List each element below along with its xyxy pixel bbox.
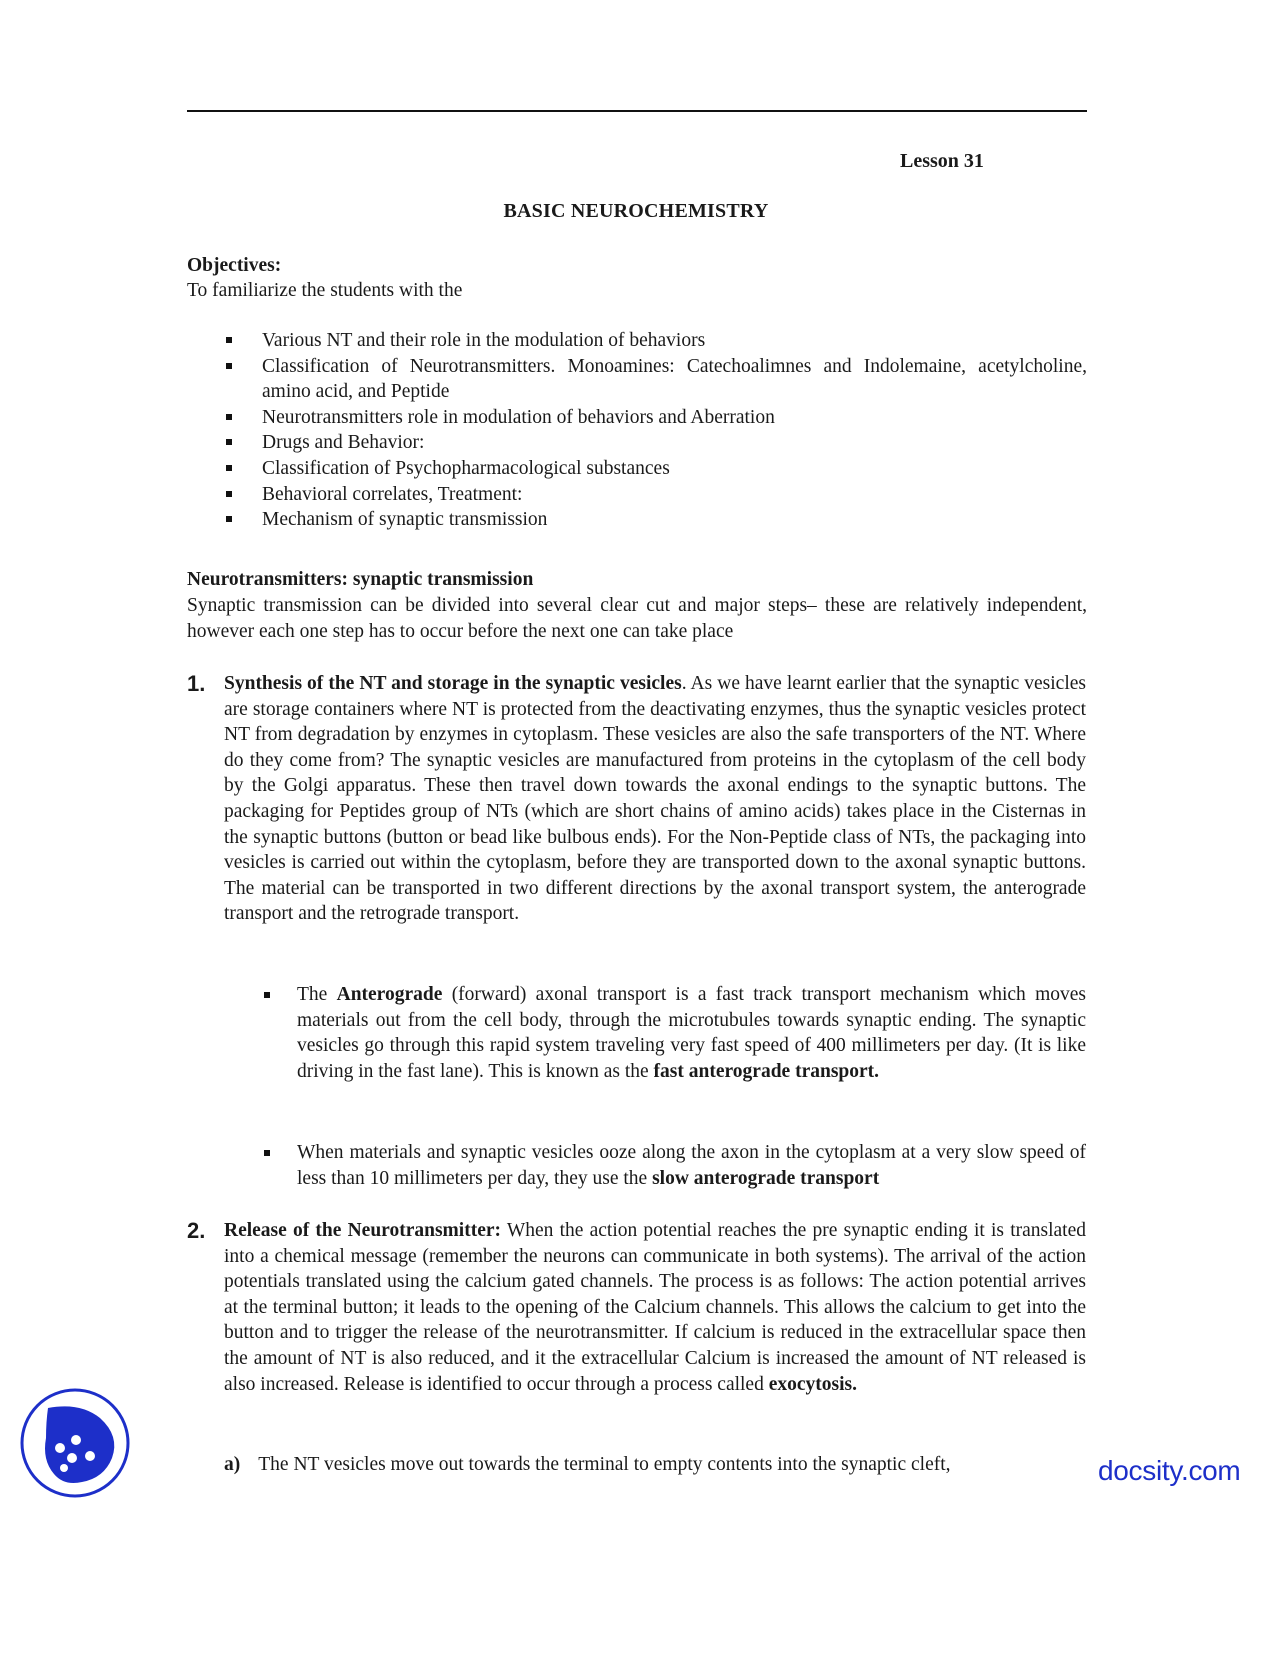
header-rule <box>187 110 1087 112</box>
bullet-icon <box>226 414 232 420</box>
step1-body: . As we have learnt earlier that the synaptic vesicles are storage containers where NT is protected from the deactivating enzymes, thus the synaptic vesicles protect NT from degradation by enzymes in cytoplasm. These vesicles are also the safe transporters of the NT. Where do they come from? The synaptic vesicles are manufactured from proteins in the cytoplasm of the cell body by the Golgi apparatus. These then travel down towards the axonal endings to the synaptic buttons. The packaging for Peptides group of NTs (which are short chains of amino acids) takes place in the Cisternas in the synaptic buttons (button or bead like bulbous ends). For the Non-Peptide class of NTs, the packaging into vesicles is carried out within the cytoplasm, before they are transported down to the axonal synaptic buttons. The material can be transported in two different directions by the axonal transport system, the anterograde transport and the retrograde transport. <box>224 673 1086 925</box>
bullet-icon <box>226 439 232 445</box>
list-item: Behavioral correlates, Treatment: <box>226 482 1087 508</box>
step2-sub-a: a) The NT vesicles move out towards the terminal to empty contents into the synaptic cleft, <box>224 1454 951 1475</box>
list-item: Drugs and Behavior: <box>226 430 1087 456</box>
bullet-icon <box>226 491 232 497</box>
step-number: 2. <box>187 1218 206 1243</box>
step1-bullet-slow: When materials and synaptic vesicles ooze along the axon in the cytoplasm at a very slow speed of less than 10 millimeters per day, they use the slow anterograde transport <box>264 1140 1086 1191</box>
list-item: Mechanism of synaptic transmission <box>226 507 1087 533</box>
list-item: Various NT and their role in the modulation of behaviors <box>226 328 1087 354</box>
bullet-icon <box>226 465 232 471</box>
lesson-number: Lesson 31 <box>900 150 984 172</box>
bullet-icon <box>264 992 270 998</box>
step1-title: Synthesis of the NT and storage in the synaptic vesicles <box>224 673 682 694</box>
step2-paragraph: Release of the Neurotransmitter: When the action potential reaches the pre synaptic ending it is translated into a chemical message (remember the neurons can communicate in both systems). The arrival of the action potentials translated using the calcium gated channels. The process is as follows: The action potential arrives at the terminal button; it leads to the opening of the Calcium channels. This allows the calcium to get into the button and to trigger the release of the neurotransmitter. If calcium is reduced in the extracellular space then the amount of NT is also reduced, and it the extracellular Calcium is increased the amount of NT released is also increased. Release is identified to occur through a process called exocytosis. <box>224 1220 1086 1395</box>
bullet-icon <box>264 1150 270 1156</box>
objectives-intro: To familiarize the students with the <box>187 280 463 301</box>
step-number: 1. <box>187 671 206 696</box>
brand-link[interactable]: docsity.com <box>1098 1455 1241 1486</box>
step2-title: Release of the Neurotransmitter: <box>224 1220 502 1241</box>
list-item: Neurotransmitters role in modulation of behaviors and Aberration <box>226 405 1087 431</box>
bullet-icon <box>226 337 232 343</box>
step2-body: When the action potential reaches the pre synaptic ending it is translated into a chemical message (remember the neurons can communicate in both systems). The arrival of the action potentials translated using the calcium gated channels. The process is as follows: The action potential arrives at the terminal button; it leads to the opening of the Calcium channels. This allows the calcium to get into the button and to trigger the release of the neurotransmitter. If calcium is reduced in the extracellular space then the amount of NT is also reduced, and it the extracellular Calcium is increased the amount of NT released is also increased. Release is identified to occur through a process called <box>224 1220 1086 1395</box>
docsity-logo-icon <box>20 1388 130 1498</box>
list-item: Classification of Psychopharmacological substances <box>226 456 1087 482</box>
bullet-icon <box>226 516 232 522</box>
section-heading: Neurotransmitters: synaptic transmission <box>187 569 534 590</box>
step1-bullet-anterograde: The Anterograde (forward) axonal transport is a fast track transport mechanism which moves materials out from the cell body, through the microtubules towards synaptic ending. The synaptic vesicles go through this rapid system traveling very fast speed of 400 millimeters per day. (It is like driving in the fast lane). This is known as the fast anterograde transport. <box>264 982 1086 1084</box>
bullet-icon <box>226 363 232 369</box>
list-item: Classification of Neurotransmitters. Monoamines: Catechoalimnes and Indolemaine, acetylcholine, amino acid, and Peptide <box>226 354 1087 405</box>
objectives-heading: Objectives: <box>187 255 282 276</box>
page-title: BASIC NEUROCHEMISTRY <box>503 200 769 222</box>
objectives-list <box>226 328 1087 533</box>
section-paragraph: Synaptic transmission can be divided into several clear cut and major steps– these are relatively independent, however each one step has to occur before the next one can take place <box>187 595 1087 642</box>
step1-paragraph <box>224 671 1086 927</box>
